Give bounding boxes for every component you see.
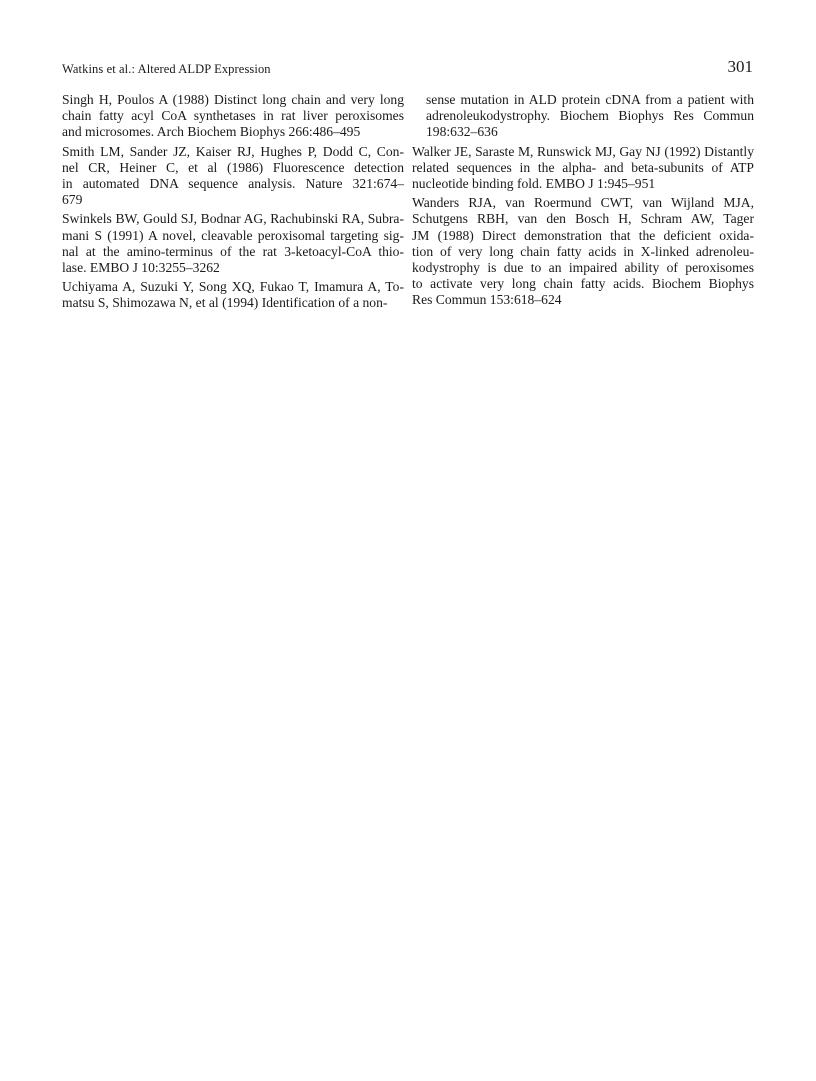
reference-line: 198:632–636 — [426, 124, 498, 140]
reference-line: Uchiyama A, Suzuki Y, Song XQ, Fukao T, Imamura A, To- — [62, 279, 404, 295]
reference-line: nal at the amino-terminus of the rat 3-ketoacyl-CoA thio- — [62, 243, 404, 259]
reference-line: and microsomes. Arch Biochem Biophys 266:486–495 — [62, 124, 361, 140]
reference-line: Singh H, Poulos A (1988) Distinct long chain and very long — [62, 92, 404, 107]
reference-entry — [62, 144, 404, 209]
reference-column-right — [412, 92, 754, 312]
reference-line: sense mutation in ALD protein cDNA from a patient with — [426, 92, 754, 107]
reference-entry — [412, 195, 754, 308]
reference-entry — [62, 211, 404, 276]
reference-line: Walker JE, Saraste M, Runswick MJ, Gay NJ (1992) Distantly — [412, 143, 754, 159]
reference-line: tion of very long chain fatty acids in X-linked adrenoleu- — [412, 243, 754, 259]
reference-entry — [412, 144, 754, 193]
reference-line: in automated DNA sequence analysis. Nature 321:674– — [62, 176, 404, 192]
reference-line: kodystrophy is due to an impaired ability of peroxisomes — [412, 260, 754, 276]
reference-entry — [412, 92, 754, 141]
reference-line: adrenoleukodystrophy. Biochem Biophys Res Commun — [426, 108, 754, 124]
reference-line: nel CR, Heiner C, et al (1986) Fluorescence detection — [62, 159, 404, 175]
reference-line: Smith LM, Sander JZ, Kaiser RJ, Hughes P, Dodd C, Con- — [62, 143, 404, 159]
reference-line: Res Commun 153:618–624 — [412, 292, 562, 308]
reference-line: related sequences in the alpha- and beta-subunits of ATP — [412, 159, 754, 175]
reference-line: to activate very long chain fatty acids. Biochem Biophys — [412, 276, 754, 292]
reference-column-left — [62, 92, 404, 315]
reference-line: matsu S, Shimozawa N, et al (1994) Identification of a non- — [62, 295, 388, 311]
reference-line: Wanders RJA, van Roermund CWT, van Wijland MJA, — [412, 195, 754, 211]
reference-entry — [62, 92, 404, 141]
reference-line: Schutgens RBH, van den Bosch H, Schram AW, Tager — [412, 211, 754, 227]
reference-entry — [62, 279, 404, 311]
reference-line: chain fatty acyl CoA synthetases in rat liver peroxisomes — [62, 108, 404, 124]
reference-line: nucleotide binding fold. EMBO J 1:945–951 — [412, 176, 656, 192]
running-head: Watkins et al.: Altered ALDP Expression — [62, 62, 271, 76]
reference-line: 679 — [62, 192, 83, 208]
reference-line: JM (1988) Direct demonstration that the deficient oxida- — [412, 227, 754, 243]
reference-line: Swinkels BW, Gould SJ, Bodnar AG, Rachubinski RA, Subra- — [62, 211, 404, 227]
page-number: 301 — [727, 57, 753, 76]
reference-line: lase. EMBO J 10:3255–3262 — [62, 260, 220, 276]
reference-line: mani S (1991) A novel, cleavable peroxisomal targeting sig- — [62, 227, 404, 243]
